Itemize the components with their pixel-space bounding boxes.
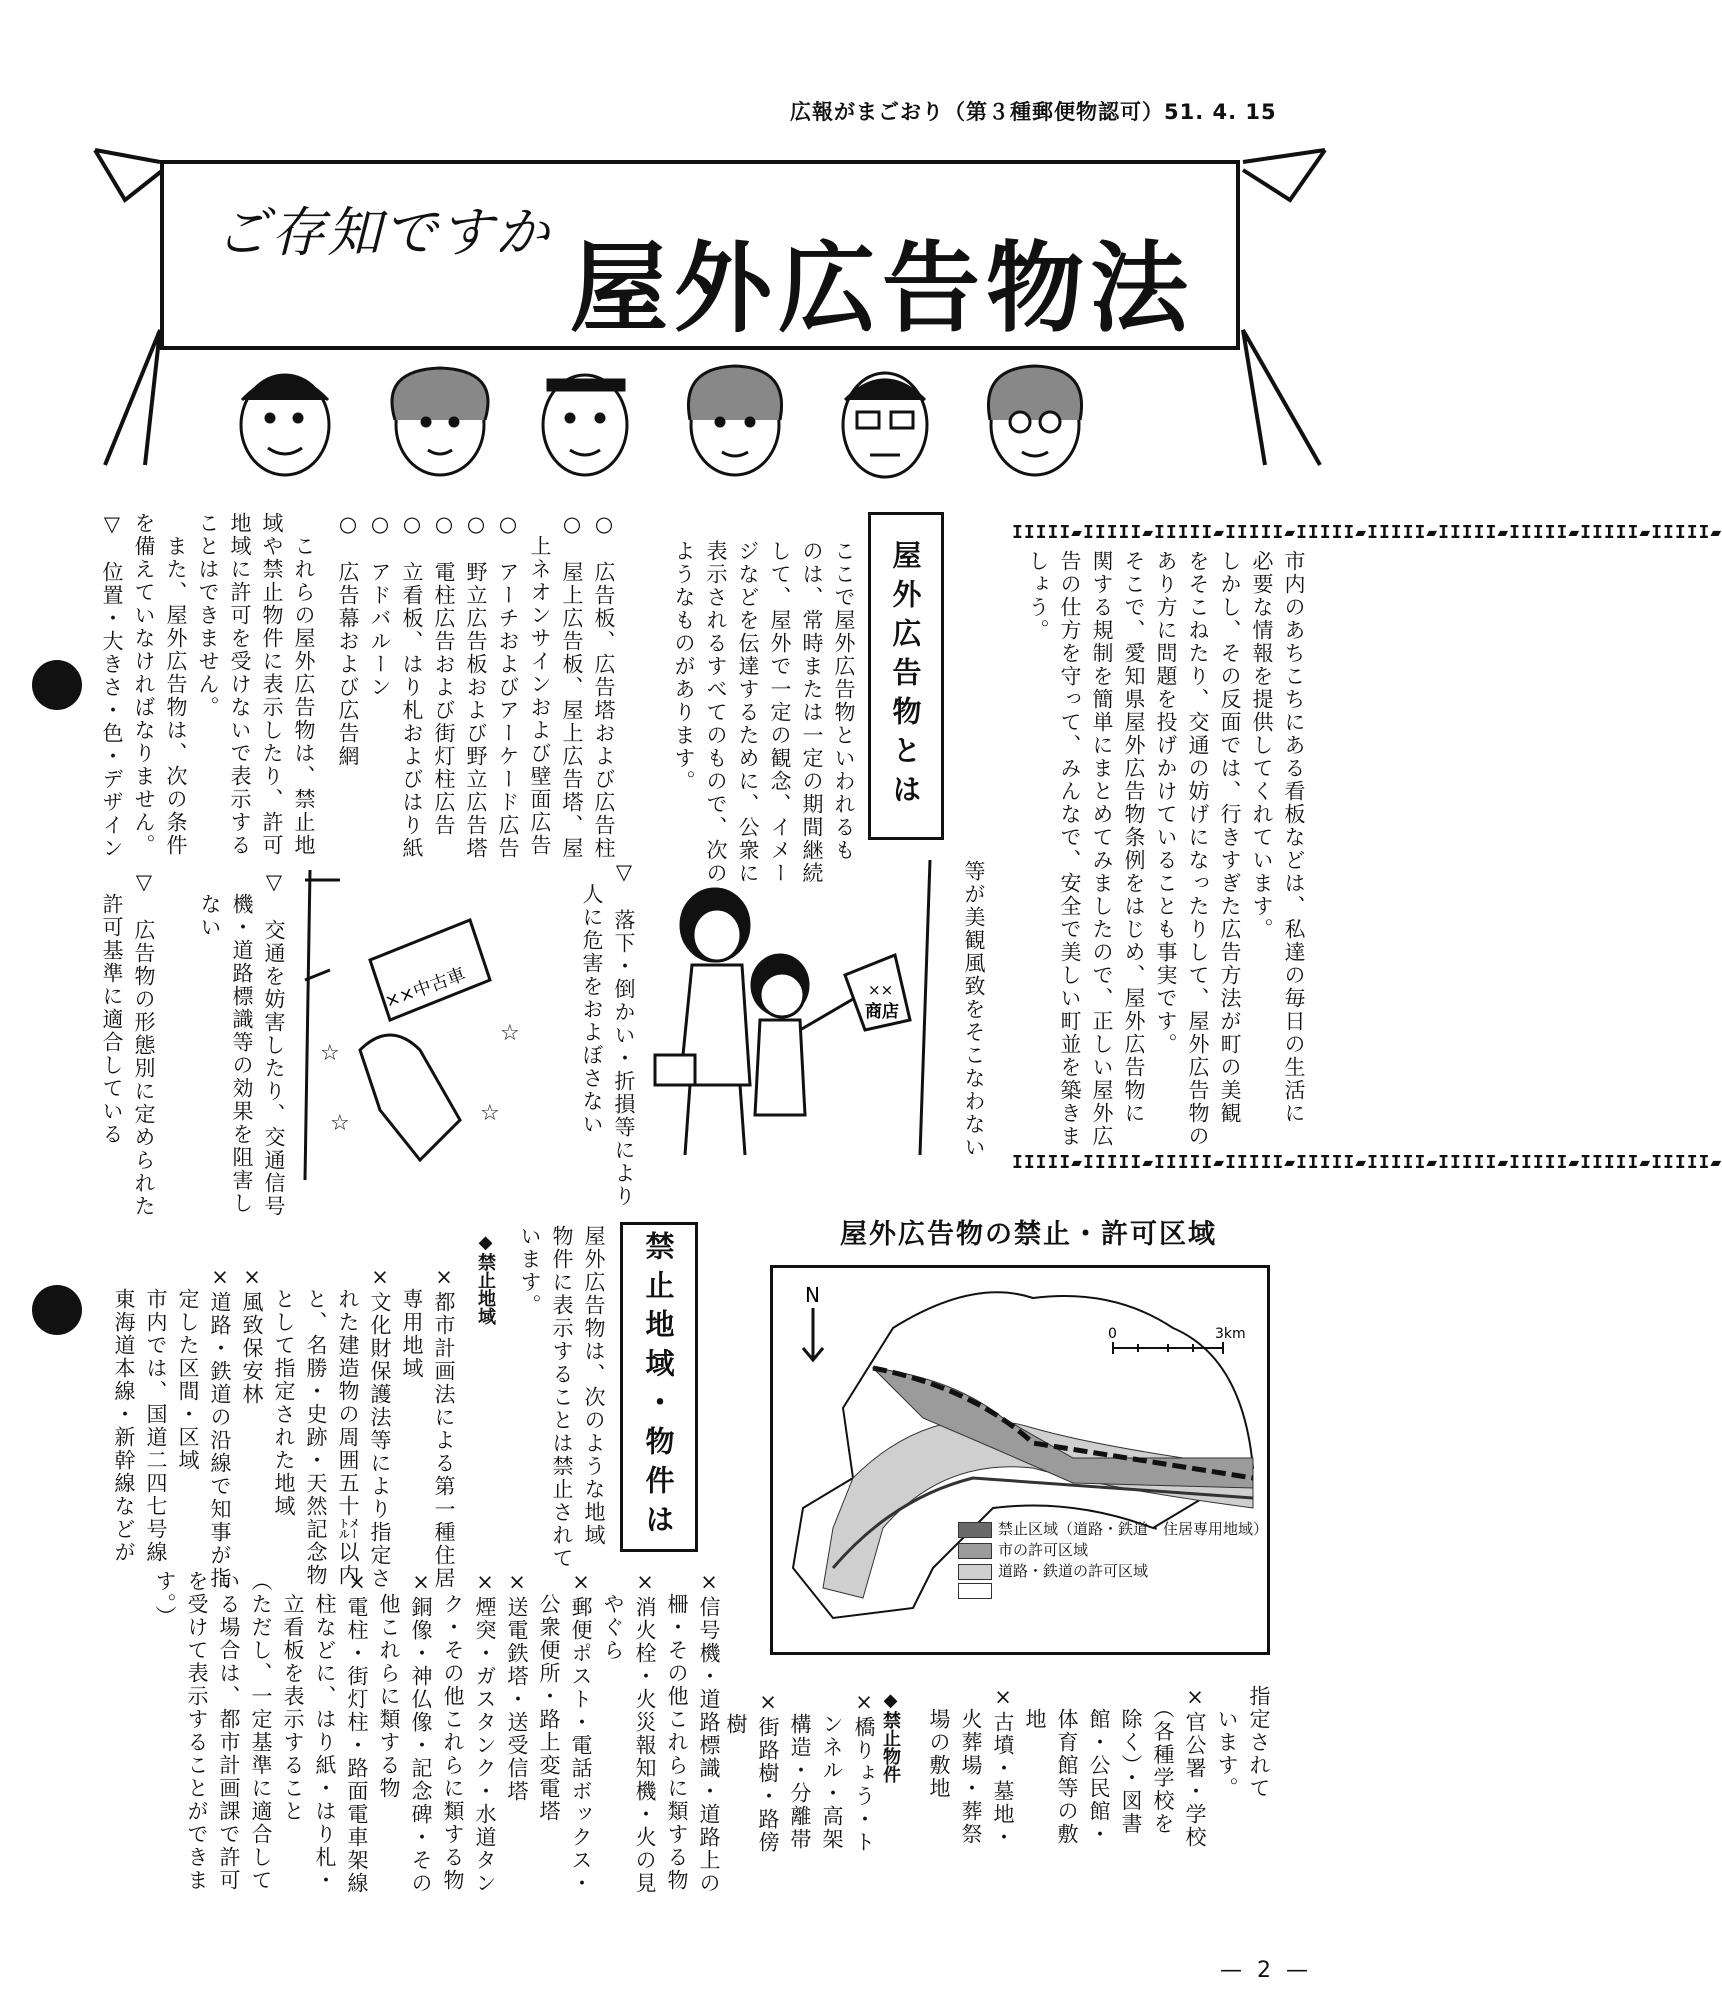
prohibited-areas <box>90 1265 460 1595</box>
area-line: 指定されて <box>1247 1685 1271 1800</box>
object-line: ク・その他これらに類する物 <box>441 1570 465 1892</box>
intro-border-top: IIIII▰IIIII▰IIIII▰IIIII▰IIIII▰IIIII▰IIIII▰IIIII▰IIIII▰IIIII▰ <box>1012 522 1722 543</box>
banner-title: 屋外広告物法 <box>570 232 1195 346</box>
prohibited-areas-cont <box>915 1685 1275 1935</box>
prohibited-objects-a <box>724 1690 880 1930</box>
binding-hole-bottom <box>32 1285 82 1335</box>
section1-rules <box>80 512 320 860</box>
zoning-map <box>770 1265 1270 1655</box>
section1-item: ○ 広告幕および広告網 <box>336 512 360 768</box>
rules-line: これらの屋外広告物は、禁止地 <box>292 512 316 857</box>
rules-line: 域や禁止物件に表示したり、許可 <box>260 512 284 857</box>
section1-item: ○ 野立広告板および野立広告塔 <box>464 512 488 860</box>
section2-heading: 禁止地域・物件は <box>641 1231 676 1543</box>
object-line: ×橋りょう・ト <box>852 1690 876 1854</box>
section1-item: ○ 広告板、広告塔および広告柱 <box>592 512 616 860</box>
area-line: 除く）・図書 <box>1119 1685 1143 1836</box>
legend-item <box>958 1518 1268 1539</box>
area-line: ×道路・鉄道の沿線で知事が指 <box>208 1265 232 1590</box>
area-line: 体育館等の敷 <box>1055 1685 1079 1846</box>
condition-line: ▽ 交通を妨害したり、交通信号 <box>262 870 286 1218</box>
area-line: と、名勝・史跡・天然記念物 <box>304 1265 328 1587</box>
area-line: ×官公署・学校 <box>1183 1685 1207 1849</box>
object-line: 柵・その他これらに類する物 <box>665 1570 689 1892</box>
intro-line: あり方に問題を投げかけていることも事実です。 <box>1154 550 1178 1056</box>
intro-line: しかし、その反面では、行きすぎた広告方法が町の美観 <box>1218 550 1242 1125</box>
legend-label: 禁止区域（道路・鉄道・住居専用地域） <box>998 1520 1269 1538</box>
object-line: 柱などに、はり紙・はり札・ <box>313 1570 337 1892</box>
legend-swatch <box>958 1583 992 1599</box>
condition-line: 機・道路標識等の効果を阻害し <box>230 870 254 1215</box>
legend-label: 道路・鉄道の許可区域 <box>998 1562 1149 1580</box>
section1-line: のは、常時または一定の期間継続 <box>800 540 824 885</box>
prohibited-areas-title: ◆禁止地域 <box>475 1232 496 1325</box>
legend-swatch <box>958 1522 992 1538</box>
object-line: す。） <box>153 1570 177 1629</box>
object-line: 樹 <box>724 1690 748 1736</box>
object-line: ×街路樹・路傍 <box>756 1690 780 1854</box>
condition-traffic <box>180 870 290 1218</box>
section1-line: ここで屋外広告物といわれるも <box>832 540 856 862</box>
object-line: 構造・分離帯 <box>788 1690 812 1851</box>
object-line: 他これらに類する物 <box>377 1570 401 1800</box>
scale-zero: 0 <box>1108 1326 1117 1342</box>
section1-line: ジなどを伝達するために、公衆に <box>736 540 760 885</box>
binding-hole-top <box>32 660 82 710</box>
faces-illustration <box>230 360 1130 490</box>
area-line: ×文化財保護法等により指定さ <box>368 1265 392 1590</box>
rules-line: 地域に許可を受けないで表示する <box>228 512 252 857</box>
section1-item: ○ 屋上広告板、屋上広告塔、屋 <box>560 512 584 860</box>
section1-items <box>330 512 620 860</box>
object-line: を受けて表示することができま <box>185 1570 209 1892</box>
object-line: ×煙突・ガスタンク・水道タン <box>473 1570 497 1895</box>
legend-swatch <box>958 1564 992 1580</box>
condition-line: ない <box>198 870 222 939</box>
area-line: 館・公民館・ <box>1087 1685 1111 1846</box>
legend-item <box>958 1539 1268 1560</box>
legend-item <box>958 1581 1268 1599</box>
area-line: います。 <box>1215 1685 1239 1800</box>
rules-line: また、屋外広告物は、次の条件 <box>164 512 188 857</box>
section1-item: 上ネオンサインおよび壁面広告 <box>528 512 552 857</box>
mother-child-illustration <box>650 855 940 1175</box>
condition-line: 許可基準に適合している <box>100 870 124 1146</box>
section1-line: して、屋外で一定の観念、イメー <box>768 540 792 885</box>
header-line: 広報がまごおり（第３種郵便物認可）51. 4. 15 <box>790 100 1277 124</box>
object-line: ンネル・高架 <box>820 1690 844 1851</box>
area-line: 場の敷地 <box>927 1685 951 1800</box>
object-line: いる場合は、都市計画課で許可 <box>217 1570 241 1892</box>
legend-label: 市の許可区域 <box>998 1541 1089 1559</box>
section1-line: ようなものがあります。 <box>672 540 696 793</box>
rules-line: ▽ 位置・大きさ・色・デザイン <box>100 512 124 860</box>
area-line: 地 <box>1023 1685 1047 1731</box>
section1-item: ○ 立看板、はり札およびはり紙 <box>400 512 424 860</box>
area-line: ×都市計画法による第一種住居 <box>432 1265 456 1590</box>
legend-swatch <box>958 1543 992 1559</box>
object-line: 立看板を表示すること <box>281 1570 305 1823</box>
prohibited-objects-b <box>125 1570 725 1950</box>
condition-line: 人に危害をおよぼさない <box>580 860 604 1136</box>
banner-subtitle: ご存知ですか <box>215 201 551 264</box>
falling-sign-illustration <box>300 860 540 1190</box>
area-line: として指定された地域 <box>272 1265 296 1518</box>
section2-intro-line: います。 <box>518 1225 542 1317</box>
object-line: やぐら <box>601 1570 625 1662</box>
intro-line: 関する規制を簡単にまとめてみましたので、正しい屋外広 <box>1090 550 1114 1148</box>
area-line: 東海道本線・新幹線などが <box>112 1265 136 1564</box>
intro-line: 必要な情報を提供してくれています。 <box>1250 550 1274 941</box>
section2-intro-line: 物件に表示することは禁止されて <box>550 1225 574 1570</box>
condition-line: 等が美観風致をそこなわない <box>962 860 986 1159</box>
falling-sign-text: ××中古車 <box>382 963 469 1013</box>
prohibited-objects-title: ◆禁止物件 <box>880 1690 901 1783</box>
scale-end: 3km <box>1215 1326 1246 1342</box>
section1-body <box>620 540 860 885</box>
section1-heading: 屋外広告物とは <box>888 539 923 813</box>
page-number: — 2 — <box>1220 1958 1312 1983</box>
section1-heading-box <box>868 512 944 840</box>
north-arrow: N <box>805 1283 820 1307</box>
map-legend <box>958 1518 1268 1599</box>
condition-continued <box>950 860 990 1160</box>
object-line: 公衆便所・路上変電塔 <box>537 1570 561 1823</box>
area-line: ×古墳・墓地・ <box>991 1685 1015 1849</box>
condition-line: ▽ 広告物の形態別に定められた <box>132 870 156 1218</box>
section1-item: ○ アドバルーン <box>368 512 392 699</box>
condition-standard <box>80 870 160 1218</box>
intro-line: そこで、愛知県屋外広告物条例をはじめ、屋外広告物に <box>1122 550 1146 1125</box>
area-line: 専用地域 <box>400 1265 424 1380</box>
section1-item: ○ アーチおよびアーケード広告 <box>496 512 520 860</box>
shop-sign-text: 商店 <box>865 1002 899 1022</box>
section2-heading-box <box>620 1222 698 1552</box>
intro-border-bottom: IIIII▰IIIII▰IIIII▰IIIII▰IIIII▰IIIII▰IIIII▰IIIII▰IIIII▰IIIII▰ <box>1012 1152 1722 1173</box>
rules-line: を備えていなければなりません。 <box>132 512 156 857</box>
area-line: 市内では、国道二四七号線 <box>144 1265 168 1564</box>
rules-line: ことはできません。 <box>196 512 220 719</box>
object-line: ×電柱・街灯柱・路面電車架線 <box>345 1570 369 1895</box>
section2-intro-line: 屋外広告物は、次のような地域 <box>582 1225 606 1547</box>
svg-text:☆: ☆ <box>320 1041 340 1066</box>
intro-line: 告の仕方を守って、みんなで、安全で美しい町並を築きま <box>1058 550 1082 1148</box>
map-title: 屋外広告物の禁止・許可区域 <box>840 1219 1217 1250</box>
object-line: ×郵便ポスト・電話ボックス・ <box>569 1570 593 1895</box>
intro-line: をそこねたり、交通の妨げになったりして、屋外広告物の <box>1186 550 1210 1148</box>
object-line: （ただし、一定基準に適合して <box>249 1570 273 1892</box>
object-line: ×銅像・神仏像・記念碑・その <box>409 1570 433 1895</box>
section1-line: 表示されるすべてのもので、次の <box>704 540 728 885</box>
object-line: ×消火栓・火災報知機・火の見 <box>633 1570 657 1895</box>
section2-intro <box>510 1225 610 1570</box>
svg-text:☆: ☆ <box>480 1101 500 1126</box>
condition-fall <box>560 860 640 1208</box>
shop-sign-top: ×× <box>868 981 894 999</box>
area-line: ×風致保安林 <box>240 1265 264 1406</box>
svg-text:☆: ☆ <box>500 1021 520 1046</box>
object-line: ×信号機・道路標識・道路上の <box>697 1570 721 1895</box>
area-line: （各種学校を <box>1151 1685 1175 1836</box>
object-line: ×送電鉄塔・送受信塔 <box>505 1570 529 1803</box>
intro-text <box>1000 550 1310 1148</box>
svg-text:☆: ☆ <box>330 1111 350 1136</box>
area-line: れた建造物の周囲五十㍍以内 <box>336 1265 360 1587</box>
intro-line: しょう。 <box>1026 550 1050 642</box>
intro-line: 市内のあちこちにある看板などは、私達の毎日の生活に <box>1282 550 1306 1125</box>
area-line: 火葬場・葬祭 <box>959 1685 983 1846</box>
area-line: 定した区間・区域 <box>176 1265 200 1472</box>
legend-item <box>958 1560 1268 1581</box>
condition-line: ▽ 落下・倒かい・折損等により <box>612 860 636 1208</box>
section1-item: ○ 電柱広告および街灯柱広告 <box>432 512 456 837</box>
